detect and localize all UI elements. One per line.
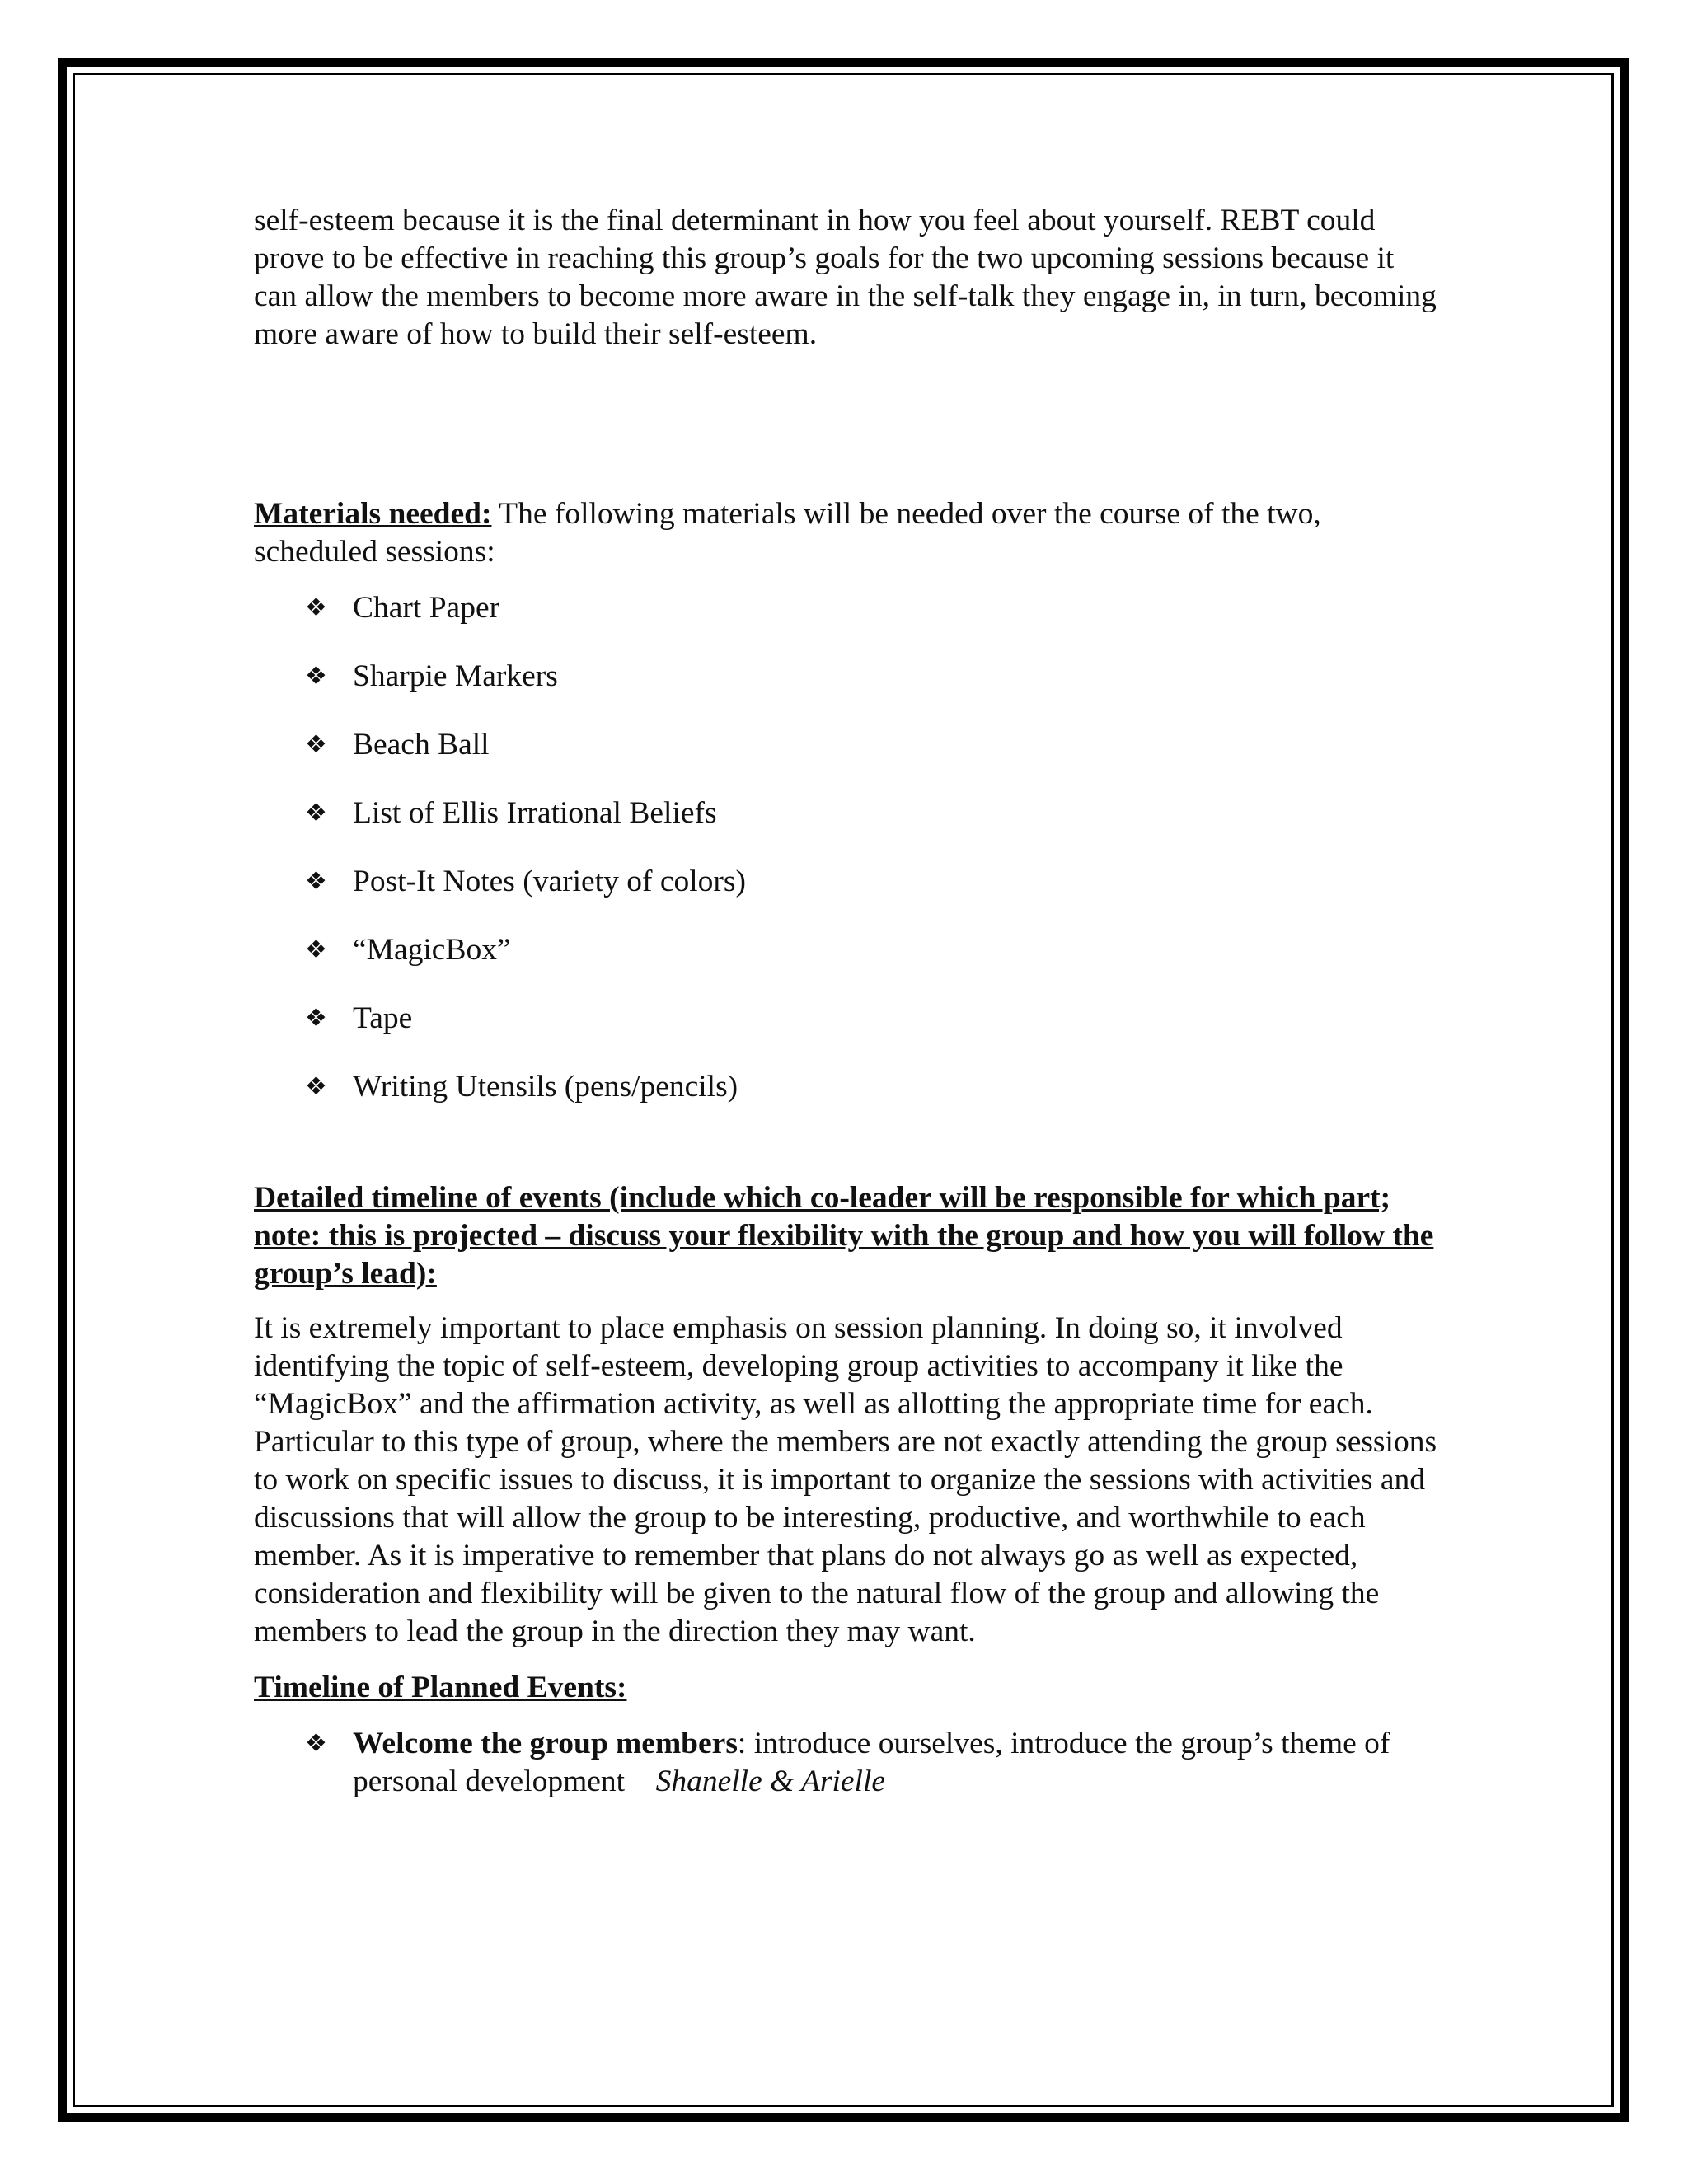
event-description: : introduce ourselves, introduce the group’s theme of personal development: [353, 1727, 1390, 1798]
list-item: [254, 863, 1441, 931]
timeline-body-paragraph: It is extremely important to place emphasis on session planning. In doing so, it involved identifying the topic of self-esteem, developing group activities to accompany it like the “MagicBox” and the affirmation activity, as well as allotting the appropriate time for each. Particular to this type of group, where the members are not exactly attending the group sessions to work on specific issues to discuss, it is important to organize the sessions with activities and discussions that will allow the group to be interesting, productive, and worthwhile to each member. As it is imperative to remember that plans do not always go as well as expected, consideration and flexibility will be given to the natural flow of the group and allowing the members to lead the group in the direction they may want.: [254, 1311, 1437, 1648]
list-item: [254, 1725, 1441, 1801]
material-label: “MagicBox”: [353, 933, 511, 967]
material-label: Beach Ball: [353, 728, 490, 762]
materials-section-intro: [254, 495, 1441, 571]
four-diamond-bullet-icon: ❖: [305, 867, 327, 896]
list-item: [254, 931, 1441, 1000]
materials-intro-text: The following materials will be needed over the course of the two, scheduled sessions:: [254, 497, 1321, 569]
materials-heading: Materials needed:: [254, 497, 492, 531]
four-diamond-bullet-icon: ❖: [305, 593, 327, 622]
planned-events-heading: Timeline of Planned Events:: [254, 1671, 627, 1704]
list-item: [254, 589, 1441, 658]
material-label: Writing Utensils (pens/pencils): [353, 1070, 738, 1104]
document-body: [254, 202, 1441, 1801]
timeline-heading: Detailed timeline of events (include which co-leader will be responsible for which part; note: this is projected – discuss your flexibility with the group and how you will follow the group’s lead):: [254, 1181, 1434, 1291]
four-diamond-bullet-icon: ❖: [305, 662, 327, 691]
material-label: Sharpie Markers: [353, 659, 558, 693]
four-diamond-bullet-icon: ❖: [305, 1729, 327, 1758]
four-diamond-bullet-icon: ❖: [305, 1072, 327, 1101]
list-item: [254, 794, 1441, 863]
four-diamond-bullet-icon: ❖: [305, 1004, 327, 1033]
four-diamond-bullet-icon: ❖: [305, 935, 327, 964]
event-title: Welcome the group members: [353, 1727, 738, 1760]
planned-events-list: [254, 1725, 1441, 1801]
material-label: Tape: [353, 1001, 413, 1035]
four-diamond-bullet-icon: ❖: [305, 730, 327, 759]
four-diamond-bullet-icon: ❖: [305, 799, 327, 827]
list-item: [254, 726, 1441, 794]
materials-list: [254, 589, 1441, 1137]
list-item: [254, 1000, 1441, 1068]
material-label: List of Ellis Irrational Beliefs: [353, 796, 717, 830]
list-item: [254, 658, 1441, 726]
intro-paragraph: self-esteem because it is the final determinant in how you feel about yourself. REBT could prove to be effective in reaching this group’s goals for the two upcoming sessions because it can allow the members to become more aware in the self-talk they engage in, in turn, becoming more aware of how to build their self-esteem.: [254, 204, 1437, 351]
material-label: Chart Paper: [353, 591, 500, 625]
list-item: [254, 1068, 1441, 1137]
event-leaders: Shanelle & Arielle: [655, 1765, 886, 1798]
material-label: Post-It Notes (variety of colors): [353, 865, 746, 898]
